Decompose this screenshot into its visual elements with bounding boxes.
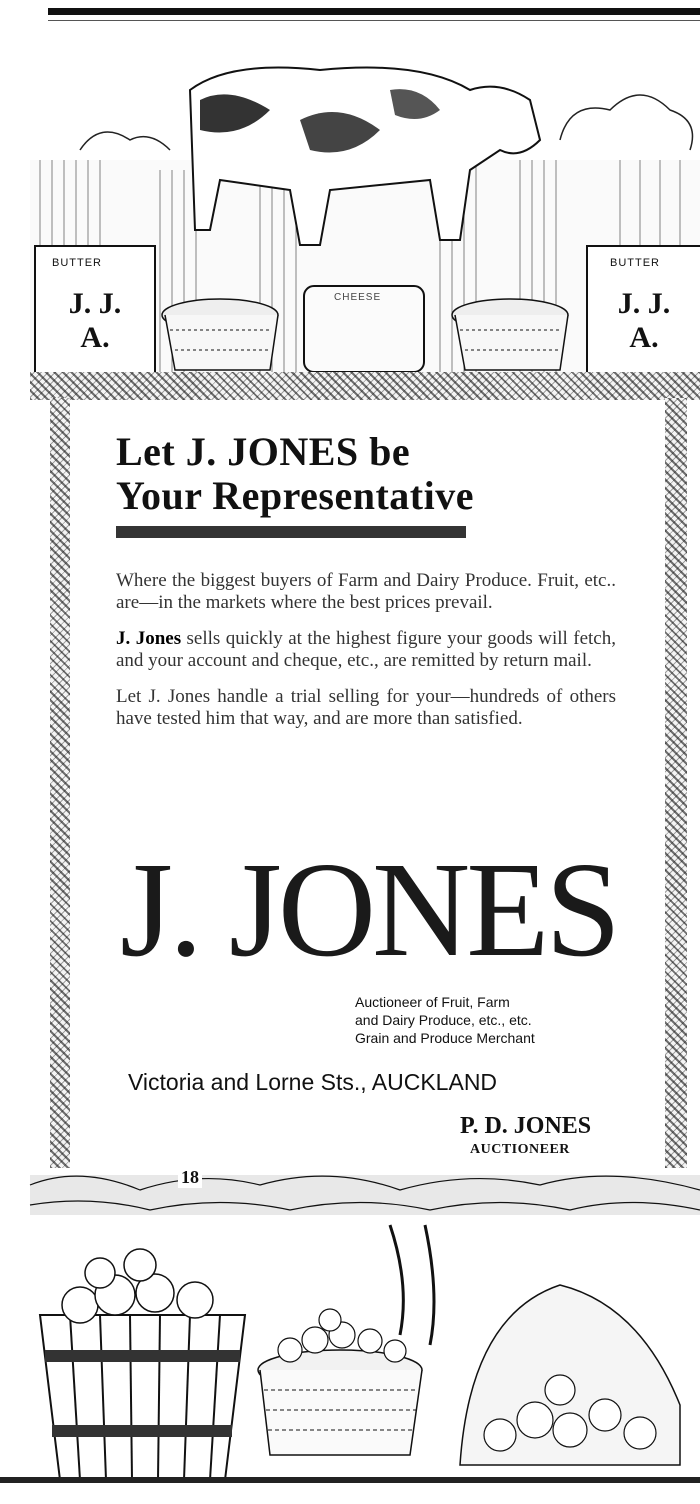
right-border [665, 398, 687, 1168]
paragraph-3-text: Let J. Jones handle a trial selling for your—hundreds of others have tested him that way, and are more than satisfied. [116, 686, 616, 729]
left-butter-box [34, 245, 156, 374]
cheese-label: CHEESE [334, 292, 382, 303]
headline-line2: Your Representative [116, 473, 474, 518]
left-butter-label: BUTTER [52, 257, 102, 269]
headline-rule [116, 526, 466, 538]
headline [116, 430, 586, 518]
description-line3: Grain and Produce Merchant [355, 1030, 535, 1046]
paragraph-3 [116, 686, 616, 730]
page-number: 18 [178, 1167, 202, 1188]
left-border [50, 398, 70, 1168]
description [355, 993, 615, 1047]
paragraph-2 [116, 628, 616, 672]
shelf-border [30, 372, 700, 400]
right-butter-box [586, 245, 700, 374]
body-copy [116, 570, 616, 744]
left-monogram-line1: J. J. [68, 287, 122, 320]
right-butter-label: BUTTER [610, 257, 660, 269]
paragraph-2-lead: J. Jones [116, 628, 182, 649]
paragraph-2-text: sells quickly at the highest figure your goods will fetch, and your account and cheque, etc., are remitted by return mail. [116, 628, 616, 671]
address: Victoria and Lorne Sts., AUCKLAND [128, 1069, 498, 1095]
paragraph-1 [116, 570, 616, 614]
bottom-illustration [0, 1165, 700, 1499]
left-monogram-line2: A. [80, 321, 110, 354]
brand-name: J. JONES [120, 835, 617, 985]
auctioneer-name: P. D. JONES [460, 1113, 592, 1139]
description-line2: and Dairy Produce, etc., etc. [355, 1012, 532, 1028]
paragraph-1-text: Where the biggest buyers of Farm and Dairy Produce. Fruit, etc.. are—in the markets where the best prices prevail. [116, 570, 616, 613]
produce-scene-illustration [0, 1165, 700, 1499]
right-monogram-line1: J. J. [617, 287, 671, 320]
top-thin-rule [48, 20, 700, 21]
right-monogram-line2: A. [629, 321, 659, 354]
description-line1: Auctioneer of Fruit, Farm [355, 994, 510, 1010]
top-rule [48, 8, 700, 15]
headline-line1: Let J. JONES be [116, 429, 411, 474]
auctioneer-title: AUCTIONEER [470, 1142, 570, 1157]
